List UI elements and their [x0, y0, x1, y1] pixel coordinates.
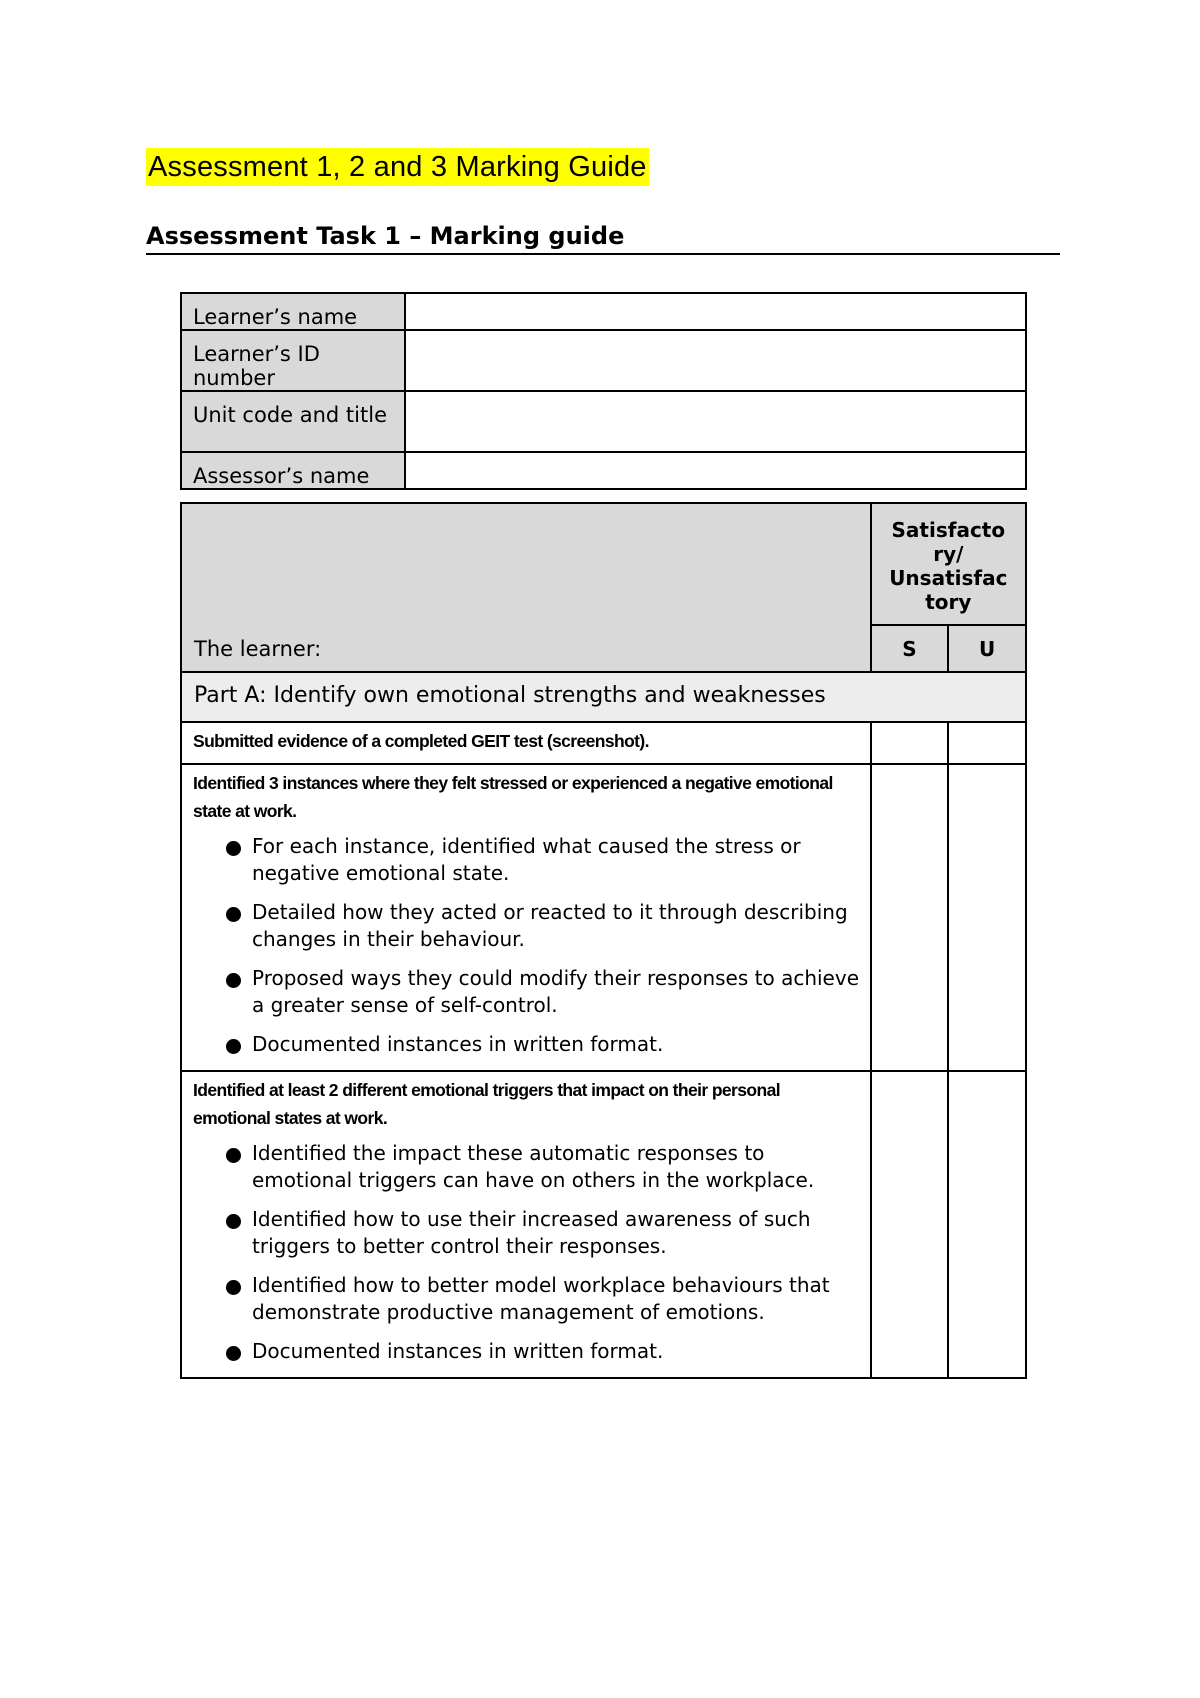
assessor-name-field[interactable] [405, 452, 1026, 489]
info-row [181, 452, 1026, 489]
criterion-cell [181, 764, 871, 1071]
learner-id-field[interactable] [405, 330, 1026, 391]
learner-name-label: Learner’s name [181, 293, 405, 330]
learner-name-field[interactable] [405, 293, 1026, 330]
section-heading: Assessment Task 1 – Marking guide [146, 222, 1060, 255]
bullet-icon [226, 1039, 241, 1054]
criterion-row [181, 1071, 1026, 1378]
learner-id-label: Learner’s ID number [181, 330, 405, 391]
list-item: Detailed how they acted or reacted to it through describing changes in their behaviour. [226, 899, 860, 953]
info-row [181, 391, 1026, 452]
result-header: Satisfacto ry/ Unsatisfac tory [871, 503, 1026, 625]
criterion-row [181, 722, 1026, 764]
bullet-icon [226, 1346, 241, 1361]
learner-info-table [180, 292, 1027, 490]
criterion-bullet-list [182, 833, 870, 1058]
bullet-icon [226, 1280, 241, 1295]
criterion-cell [181, 722, 871, 764]
assessor-name-label: Assessor’s name [181, 452, 405, 489]
document-title: Assessment 1, 2 and 3 Marking Guide [146, 148, 649, 186]
criterion-title: Submitted evidence of a completed GEIT test (screenshot). [193, 731, 649, 751]
bullet-icon [226, 907, 241, 922]
criterion-title: Identified 3 instances where they felt stressed or experienced a negative emotional state at work. [193, 773, 833, 821]
bullet-icon [226, 973, 241, 988]
criterion-title: Identified at least 2 different emotional triggers that impact on their personal emotional states at work. [193, 1080, 780, 1128]
unit-code-field[interactable] [405, 391, 1026, 452]
marking-table [180, 502, 1027, 1379]
criterion-bullet-list [182, 1140, 870, 1365]
unit-code-label: Unit code and title [181, 391, 405, 452]
part-a-title: Part A: Identify own emotional strengths and weaknesses [181, 672, 1026, 722]
list-item: Documented instances in written format. [226, 1031, 860, 1058]
info-row [181, 330, 1026, 391]
list-item: Identified the impact these automatic responses to emotional triggers can have on others in the workplace. [226, 1140, 860, 1194]
satisfactory-mark-cell[interactable] [871, 764, 949, 1071]
list-item: Proposed ways they could modify their responses to achieve a greater sense of self-control. [226, 965, 860, 1019]
bullet-icon [226, 1214, 241, 1229]
list-item: For each instance, identified what caused the stress or negative emotional state. [226, 833, 860, 887]
bullet-icon [226, 1148, 241, 1163]
satisfactory-mark-cell[interactable] [871, 722, 949, 764]
info-row [181, 293, 1026, 330]
unsatisfactory-mark-cell[interactable] [948, 722, 1026, 764]
satisfactory-column-header: S [871, 625, 949, 672]
bullet-icon [226, 841, 241, 856]
list-item: Identified how to use their increased awareness of such triggers to better control their responses. [226, 1206, 860, 1260]
unsatisfactory-mark-cell[interactable] [948, 1071, 1026, 1378]
unsatisfactory-column-header: U [948, 625, 1026, 672]
list-item: Documented instances in written format. [226, 1338, 860, 1365]
satisfactory-mark-cell[interactable] [871, 1071, 949, 1378]
criterion-cell [181, 1071, 871, 1378]
learner-header: The learner: [181, 503, 871, 672]
unsatisfactory-mark-cell[interactable] [948, 764, 1026, 1071]
list-item: Identified how to better model workplace behaviours that demonstrate productive management of emotions. [226, 1272, 860, 1326]
criterion-row [181, 764, 1026, 1071]
